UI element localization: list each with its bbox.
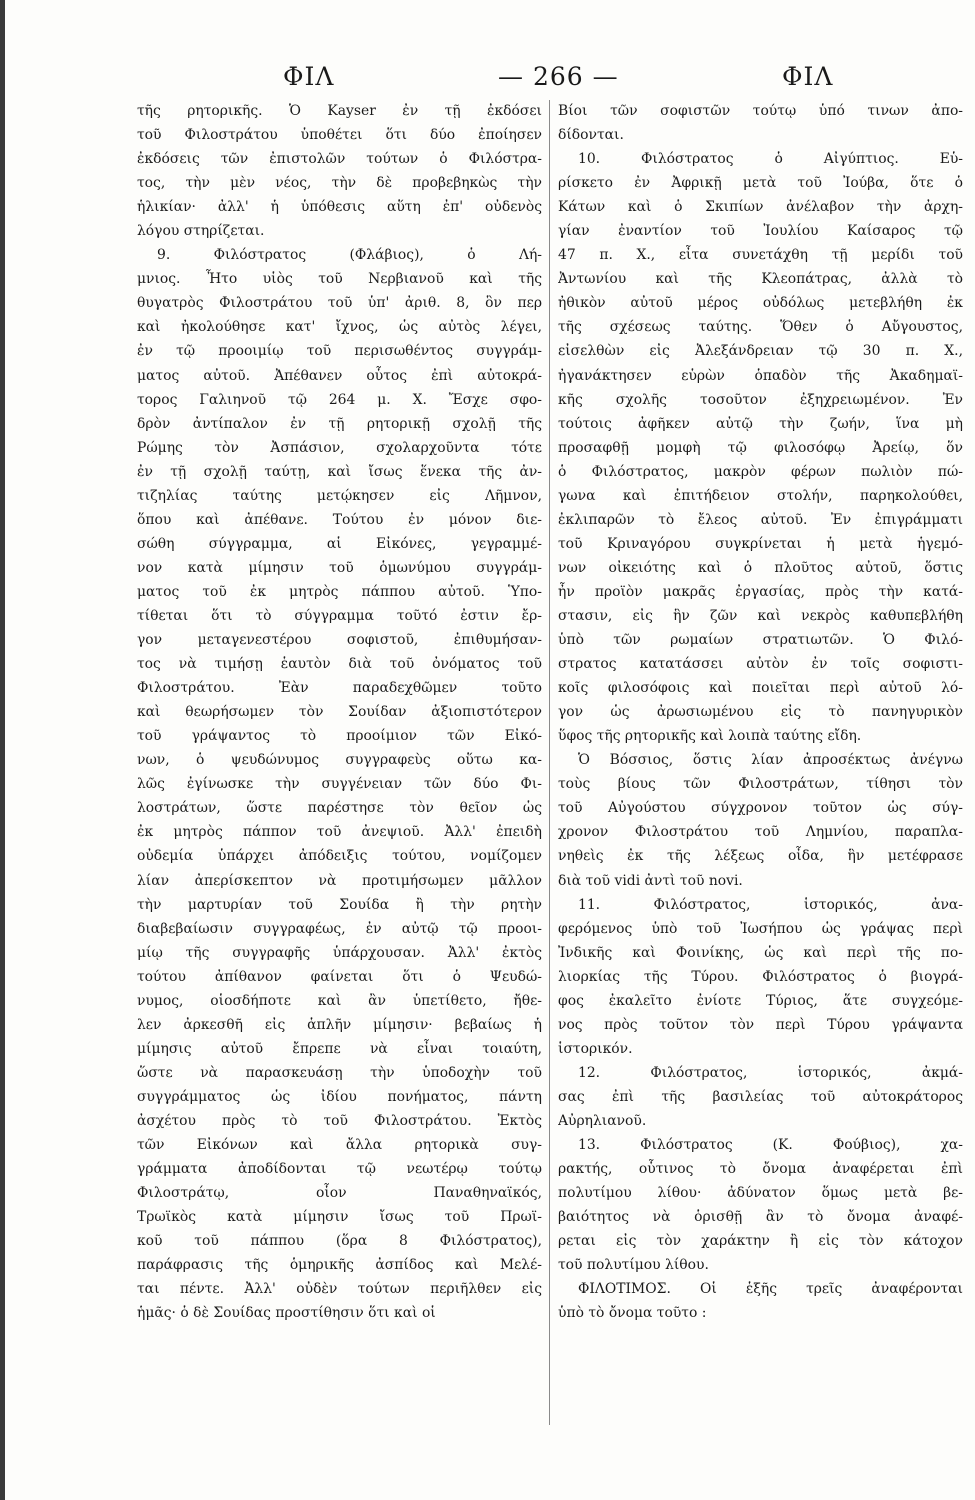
text-line: λόγου στηρίζεται. (137, 223, 265, 240)
text-line: 9. Φιλόστρατος (Φλάβιος), ὁ Λή- (157, 247, 542, 264)
text-line: δίδονται. (558, 127, 624, 144)
left-column (137, 99, 542, 1325)
text-line: Ἀντωνίου καὶ τῆς Κλεοπάτρας, ἀλλὰ τὸ (558, 271, 963, 288)
text-line: γον ὡς ἀρωσιωμένου εἰς τὸ πανηγυρικὸν (558, 704, 963, 721)
text-line: τοῦ πολυτίμου λίθου. (558, 1257, 709, 1274)
page-number: — 266 — (498, 62, 619, 91)
text-line: νον κατὰ μίμησιν τοῦ ὁμωνύμου συγγράμ- (137, 559, 542, 576)
text-line: ἦν προϊὸν μακρᾶς ἐργασίας, πρὸς τὴν κατά- (558, 583, 963, 600)
text-line: διὰ τοῦ vidi ἀντὶ τοῦ novi. (558, 872, 743, 889)
text-line: Φιλοστράτου. Ἐὰν παραδεχθῶμεν τοῦτο (137, 680, 542, 697)
text-line: γον μεταγενεστέρου σοφιστοῦ, ἐπιθυμήσαν- (137, 632, 542, 649)
text-line: ρεται εἰς τὸν χαράκτην ἢ εἰς τὸν κάτοχον (558, 1233, 963, 1250)
text-line: λοστράτων, ὥστε παρέστησε τὸν θεῖον ὡς (137, 800, 542, 817)
text-line: κοῖς φιλοσόφοις καὶ ποιεῖται περὶ αὐτοῦ λό- (558, 680, 963, 697)
text-line: τος, τὴν μὲν νέος, τὴν δὲ προβεβηκὼς τὴν (137, 175, 542, 192)
text-line: τιζηλίας ταύτης μετῴκησεν εἰς Λῆμνον, (137, 487, 542, 504)
text-line: ὑπὸ τὸ ὄνομα τοῦτο : (558, 1305, 707, 1322)
text-line: προσαφθῇ μομφὴ τῷ φιλοσόφῳ Ἀρείῳ, ὅν (558, 439, 963, 456)
text-line: ἐν τῷ προοιμίῳ τοῦ περισωθέντος συγγράμ- (137, 343, 542, 360)
text-line: μνιος. Ἦτο υἱὸς τοῦ Νερβιανοῦ καὶ τῆς (137, 271, 542, 288)
text-line: μίῳ τῆς συγγραφῆς ὑπάρχουσαν. Ἀλλ' ἐκτὸς (137, 944, 542, 961)
text-line: ρίσκετο ἐν Ἀφρικῇ μετὰ τοῦ Ἰούβα, ὅτε ὁ (558, 175, 963, 192)
text-line: διαβεβαίωσιν συγγραφέως, ἐν αὐτῷ τῷ προοι- (137, 920, 542, 937)
text-line: ἐκδόσεις τῶν ἐπιστολῶν τούτων ὁ Φιλόστρα- (137, 151, 542, 168)
text-line: ἱστορικόν. (558, 1040, 633, 1057)
text-line: λῶς ἐγίνωσκε τὴν συγγένειαν τῶν δύο Φι- (137, 776, 542, 793)
text-line: 11. Φιλόστρατος, ἱστορικός, ἀνα- (578, 896, 963, 913)
text-line: τῆς σχέσεως ταύτης. Ὅθεν ὁ Αὔγουστος, (558, 319, 963, 336)
text-line: ἐκλιπαρῶν τὸ ἔλεος αὐτοῦ. Ἐν ἐπιγράμματι (558, 511, 963, 528)
text-line: σώθη σύγγραμμα, αἱ Εἰκόνες, γεγραμμέ- (137, 535, 542, 552)
text-line: νυμος, οἱοσδήποτε καὶ ἂν ὑπετίθετο, ἤθε- (137, 992, 542, 1009)
text-line: φος ἐκαλεῖτο ἐνίοτε Τύριος, ἅτε συγχεόμε- (558, 992, 963, 1009)
text-line: τοὺς βίους τῶν Φιλοστράτων, τίθησι τὸν (558, 776, 963, 793)
text-line: νηθεὶς ἐκ τῆς λέξεως οἶδα, ἣν μετέφρασε (558, 848, 963, 865)
running-head-left: ΦΙΛ (283, 62, 335, 91)
text-line: τος νὰ τιμήσῃ ἑαυτὸν διὰ τοῦ ὀνόματος τοῦ (137, 656, 542, 673)
running-head-right: ΦΙΛ (782, 62, 834, 91)
text-line: λεν ἀρκεσθῆ εἰς ἁπλῆν μίμησιν· βεβαίως ἡ (137, 1016, 542, 1033)
text-line: στασιν, εἰς ἣν ζῶν καὶ νεκρὸς καθυπεβλήθη (558, 607, 963, 624)
text-line: Τρωϊκὸς κατὰ μίμησιν ἴσως τοῦ Πρωϊ- (137, 1209, 542, 1226)
text-line: γίαν ἐναντίον τοῦ Ἰουλίου Καίσαρος τῷ (558, 223, 963, 240)
text-line: σας ἐπὶ τῆς βασιλείας τοῦ αὐτοκράτορος (558, 1088, 963, 1105)
text-line: ὁ Φιλόστρατος, μακρὸν φέρων πωλιὸν πώ- (558, 463, 963, 480)
text-line: ἡμᾶς· ὁ δὲ Σουίδας προστίθησιν ὅτι καὶ οἱ (137, 1305, 436, 1322)
text-line: Κάτων καὶ ὁ Σκιπίων ἀνέλαβον τὴν ἀρχη- (558, 199, 963, 216)
text-line: λιορκίας τῆς Τύρου. Φιλόστρατος ὁ βιογρά- (558, 968, 963, 985)
text-line: 13. Φιλόστρατος (Κ. Φούβιος), χα- (578, 1137, 963, 1154)
text-line: Ἰνδικῆς καὶ Φοινίκης, ὡς καὶ περὶ τῆς πο- (558, 944, 963, 961)
text-line: Ρώμης τὸν Ἀσπάσιον, σχολαρχοῦντα τότε (137, 439, 542, 456)
text-line: Ὁ Βόσσιος, ὅστις λίαν ἀπροσέκτως ἀνέγνω (578, 752, 963, 769)
text-line: καὶ ἠκολούθησε κατ' ἴχνος, ὡς αὐτὸς λέγει, (137, 319, 542, 336)
text-line: φερόμενος ὑπὸ τοῦ Ἰωσήπου ὡς γράψας περὶ (558, 920, 963, 937)
text-line: ἠγανάκτησεν εὑρὼν ὁπαδὸν τῆς Ἀκαδημαϊ- (558, 367, 963, 384)
text-line: τῆς ρητορικῆς. Ὁ Kayser ἐν τῇ ἐκδόσει (137, 103, 542, 119)
text-line: πολυτίμου λίθου· ἀδύνατον ὅμως μετὰ βε- (558, 1185, 963, 1202)
text-line: τὴν μαρτυρίαν τοῦ Σουίδα ἢ τὴν ρητὴν (137, 896, 542, 913)
text-line: ἐκ μητρὸς πάππον τοῦ ἀνεψιοῦ. Ἀλλ' ἐπειδὴ (137, 824, 542, 841)
text-line: ἡλικίαν· ἀλλ' ἡ ὑπόθεσις αὕτη ἐπ' οὐδενὸς (137, 199, 542, 216)
right-column (558, 99, 963, 1325)
text-line: 12. Φιλόστρατος, ἱστορικός, ἀκμά- (578, 1064, 963, 1081)
text-line: γράμματα ἀποδίδονται τῷ νεωτέρῳ τούτῳ (137, 1161, 542, 1178)
text-line: καὶ θεωρήσωμεν τὸν Σουίδαν ἀξιοπιστότερον (137, 704, 542, 721)
text-line: εἰσελθὼν εἰς Ἀλεξάνδρειαν τῷ 30 π. Χ., (558, 343, 963, 360)
text-line: λίαν ἀπερίσκεπτον νὰ προτιμήσωμεν μᾶλλον (137, 872, 542, 889)
text-line: ἠθικὸν αὐτοῦ μέρος οὐδόλως μετεβλήθη ἐκ (558, 295, 963, 312)
text-line: ἀσχέτου πρὸς τὸ τοῦ Φιλοστράτου. Ἐκτὸς (137, 1112, 542, 1129)
text-line: 47 π. Χ., εἶτα συνετάχθη τῇ μερίδι τοῦ (558, 247, 963, 264)
text-line: νων οἰκειότης καὶ ὁ πλοῦτος αὐτοῦ, ὅστις (558, 559, 963, 576)
text-line: μίμησις αὐτοῦ ἔπρεπε νὰ εἶναι τοιαύτη, (137, 1040, 542, 1057)
text-line: δρὸν ἀντίπαλον ἐν τῇ ρητορικῇ σχολῇ τῆς (137, 415, 542, 432)
binding-edge (0, 0, 5, 1500)
text-line: ρακτής, οὗτινος τὸ ὄνομα ἀναφέρεται ἐπὶ (558, 1161, 963, 1178)
text-line: ὕφος τῆς ρητορικῆς καὶ λοιπὰ ταύτης εἴδη. (558, 728, 862, 745)
text-line: Βίοι τῶν σοφιστῶν τούτῳ ὑπό τινων ἀπο- (558, 103, 963, 119)
text-line: τούτου ἀπίθανον φαίνεται ὅτι ὁ Ψευδώ- (137, 968, 542, 985)
text-line: γωνα καὶ ἐπιτήδειον στολήν, παρηκολούθει, (558, 487, 963, 504)
text-line: ματος τοῦ ἐκ μητρὸς πάππου αὐτοῦ. Ὑπο- (137, 583, 542, 600)
text-line: τίθεται ὅτι τὸ σύγγραμμα τοῦτό ἐστιν ἔρ- (137, 607, 542, 624)
text-line: τοῦ Αὐγούστου σύγχρονον τοῦτον ὡς σύγ- (558, 800, 963, 817)
text-line: Φιλοστράτῳ, οἷον Παναθηναϊκός, (137, 1185, 542, 1202)
text-line: νων, ὁ ψευδώνυμος συγγραφεὺς οὕτω κα- (137, 752, 542, 769)
text-line: τούτοις ἀφῆκεν αὐτῷ τὴν ζωήν, ἵνα μὴ (558, 415, 963, 432)
text-line: βαιότητος νὰ ὁρισθῇ ἂν τὸ ὄνομα ἀναφέ- (558, 1209, 963, 1226)
text-line: ματος αὐτοῦ. Ἀπέθανεν οὗτος ἐπὶ αὐτοκρά- (137, 367, 542, 384)
text-line: συγγράμματος ὡς ἰδίου πονήματος, πάντη (137, 1088, 542, 1105)
text-line: χρονον Φιλοστράτου τοῦ Λημνίου, παραπλα- (558, 824, 963, 841)
text-line: παράφρασις τῆς ὁμηρικῆς ἀσπίδος καὶ Μελέ- (137, 1257, 542, 1274)
column-rule (549, 100, 550, 1425)
text-line: κῆς σχολῆς τοσοῦτον ἐξηχρειωμένον. Ἐν (558, 391, 963, 408)
text-line: θυγατρὸς Φιλοστράτου τοῦ ὑπ' ἀριθ. 8, ὃν περ (137, 295, 542, 312)
text-line: 10. Φιλόστρατος ὁ Αἰγύπτιος. Εὑ- (578, 151, 963, 168)
text-line: οὐδεμία ὑπάρχει ἀπόδειξις τούτου, νομίζομεν (137, 848, 542, 865)
text-line: ται πέντε. Ἀλλ' οὐδὲν τούτων περιῆλθεν εἰς (137, 1281, 542, 1298)
text-line: τοῦ γράψαντος τὸ προοίμιον τῶν Εἰκό- (137, 728, 542, 745)
text-line: ὥστε νὰ παρασκευάσῃ τὴν ὑποδοχὴν τοῦ (137, 1064, 542, 1081)
text-line: ἐν τῇ σχολῇ ταύτῃ, καὶ ἴσως ἕνεκα τῆς ἀν- (137, 463, 542, 480)
text-line: κοῦ τοῦ πάππου (ὅρα 8 Φιλόστρατος), (137, 1233, 542, 1250)
text-line: Αὐρηλιανοῦ. (558, 1112, 647, 1129)
text-line: τοῦ Φιλοστράτου ὑποθέτει ὅτι δύο ἐποίησεν (137, 127, 542, 144)
text-line: ὑπὸ τῶν ρωμαίων στρατιωτῶν. Ὁ Φιλό- (558, 632, 963, 649)
text-line: ὅπου καὶ ἀπέθανε. Τούτου ἐν μόνον διε- (137, 511, 542, 528)
text-line: ΦΙΛΟΤΙΜΟΣ. Οἱ ἑξῆς τρεῖς ἀναφέρονται (578, 1281, 963, 1298)
text-line: τορος Γαλιηνοῦ τῷ 264 μ. Χ. Ἔσχε σφο- (137, 391, 542, 408)
text-line: νος πρὸς τοῦτον τὸν περὶ Τύρου γράψαντα (558, 1016, 963, 1033)
text-line: τῶν Εἰκόνων καὶ ἄλλα ρητορικὰ συγ- (137, 1137, 542, 1154)
text-line: στρατος κατατάσσει αὐτὸν ἐν τοῖς σοφιστι- (558, 656, 963, 673)
text-line: τοῦ Κριναγόρου συγκρίνεται ἡ μετὰ ἡγεμό- (558, 535, 963, 552)
